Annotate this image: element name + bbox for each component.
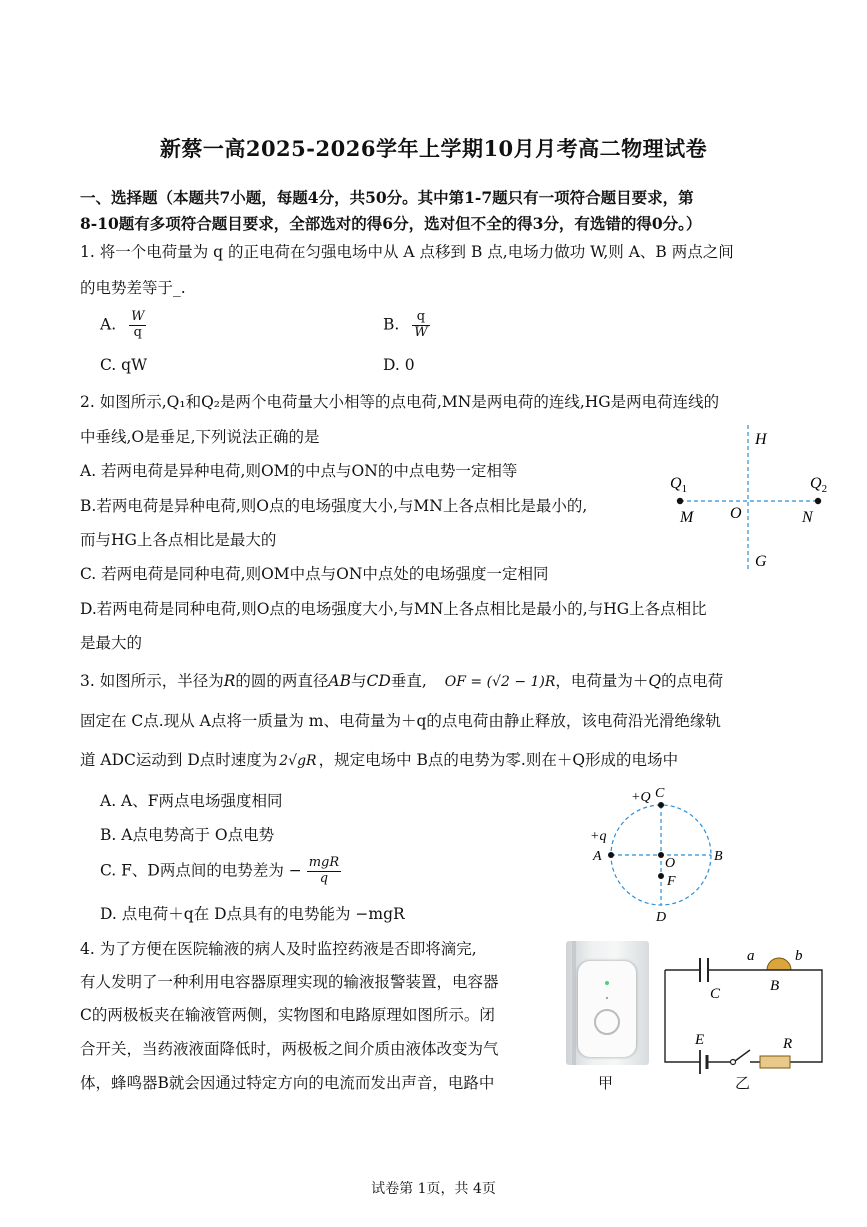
q1-option-d: D. 0 (383, 356, 415, 374)
q3-stem-line2: 固定在 C点.现从 A点将一质量为 m、电荷量为＋q的点电荷由静止释放，该电荷沿光滑绝缘轨 (80, 712, 721, 730)
q4-alarm-device (578, 961, 636, 1057)
q2-charge-q2 (815, 498, 821, 504)
q2-option-b-line2: 而与HG上各点相比是最大的 (80, 531, 277, 549)
q1-option-a (100, 310, 146, 341)
q2-option-b-line1: B.若两电荷是异种电荷,则O点的电场强度大小,与MN上各点相比是最小的, (80, 497, 588, 515)
q2-label-q2: $Q_2$ (810, 475, 828, 495)
q2-stem-line1: 2. 如图所示,Q₁和Q₂是两个电荷量大小相等的点电荷,MN是两电荷的连线,HG是两电荷连线的 (80, 393, 720, 411)
q2-label-o: O (730, 505, 742, 522)
q1-option-b-label: B. (383, 315, 400, 334)
q4-infusion-tube (572, 941, 576, 1065)
q4-buzzer-icon (767, 958, 791, 970)
q3-stem-line3 (80, 748, 678, 770)
q4-figure-yi-label: 乙 (735, 1074, 751, 1092)
q3-label-o: O (665, 856, 676, 871)
q4-label-e: E (695, 1032, 705, 1048)
q3-charge-q-symbol: Q (648, 672, 662, 690)
q2-option-c: C. 若两电荷是同种电荷,则OM中点与ON中点处的电场强度一定相同 (80, 565, 549, 583)
q4-speaker-icon (594, 1009, 620, 1035)
q1-option-a-fraction (129, 310, 146, 341)
q4-label-a: a (747, 948, 755, 964)
q4-resistor-icon (760, 1056, 790, 1068)
page-title: 新蔡一高2025-2026学年上学期10月月考高二物理试卷 (159, 136, 708, 161)
q3-option-c-text: C. F、D两点间的电势差为 − (100, 861, 302, 880)
q4-label-c: C (710, 986, 721, 1002)
q4-indicator-dot (606, 997, 608, 999)
q3-figure (585, 785, 735, 925)
q3-stem-line1-part3: 与 (351, 672, 367, 690)
q3-point-o (658, 852, 664, 858)
q3-label-f: F (667, 874, 676, 889)
q4-label-r: R (783, 1036, 793, 1052)
q3-label-b: B (714, 849, 723, 864)
q3-option-a: A. A、F两点电场强度相同 (100, 792, 283, 810)
q4-stem-line4: 合开关，当药液液面降低时，两极板之间介质由液体改变为气 (80, 1040, 499, 1058)
q2-figure (660, 420, 845, 580)
q3-label-d: D (656, 910, 667, 925)
q3-formula-of: OF = (√2 − 1)R (444, 674, 556, 690)
q3-option-b: B. A点电势高于 O点电势 (100, 826, 275, 844)
q3-stem-line1-part1: 3. 如图所示，半径为 (80, 672, 224, 690)
q3-option-d: D. 点电荷＋q在 D点具有的电势能为 −mgR (100, 905, 405, 923)
q2-label-h: H (755, 431, 767, 448)
q2-label-n: N (802, 509, 813, 526)
page-footer: 试卷第 1页，共 4页 (371, 1181, 496, 1197)
q3-stem-line3-part1: 道 ADC运动到 D点时速度为 (80, 751, 278, 769)
q4-stem-line3: C的两极板夹在输液管两侧，实物图和电路原理如图所示。闭 (80, 1006, 495, 1024)
q2-stem-line2: 中垂线,O是垂足,下列说法正确的是 (80, 428, 320, 446)
q4-circuit-diagram (655, 940, 835, 1080)
q4-label-b-upper: B (770, 978, 780, 994)
q3-label-c: C (655, 786, 665, 801)
section-instructions-line2: 8-10题有多项符合题目要求，全部选对的得6分，选对但不全的得3分，有选错的得0分。） (80, 214, 702, 233)
q3-option-c (100, 856, 341, 887)
q4-stem-line5: 体，蜂鸣器B就会因通过特定方向的电流而发出声音，电路中 (80, 1074, 495, 1092)
q4-indicator-light (605, 981, 609, 985)
q4-figure-jia-label: 甲 (598, 1074, 614, 1092)
q3-point-f (658, 873, 664, 879)
q3-stem-line3-part2: ，规定电场中 B点的电势为零.则在＋Q形成的电场中 (318, 751, 679, 769)
q3-label-plus-q-small: +q (590, 829, 607, 844)
q3-option-c-fraction (307, 856, 341, 887)
q3-stem-line1-part6: 的点电荷 (661, 672, 724, 690)
q1-stem-line1: 1. 将一个电荷量为 q 的正电荷在匀强电场中从 A 点移到 B 点,电场力做功 W,则 A、B 两点之间 (80, 243, 734, 261)
q2-option-d-line2: 是最大的 (80, 634, 143, 652)
q2-option-a: A. 若两电荷是异种电荷,则OM的中点与ON的中点电势一定相等 (80, 462, 518, 480)
q4-device-photo (566, 941, 649, 1065)
q2-option-d-line1: D.若两电荷是同种电荷,则O点的电场强度大小,与MN上各点相比是最小的,与HG上各点相比 (80, 600, 707, 618)
q1-option-b-fraction (412, 310, 429, 341)
q1-option-a-denominator: q (133, 324, 142, 340)
section-instructions-line1: 一、选择题（本题共7小题，每题4分，共50分。其中第1-7题只有一项符合题目要求，第 (80, 188, 694, 207)
q3-stem-line1-part2: 的圆的两直径 (235, 672, 329, 690)
q2-label-m: M (680, 509, 694, 526)
q3-diameter-cd: CD (366, 672, 391, 690)
q3-point-c (658, 802, 664, 808)
q4-switch-lever (735, 1050, 750, 1061)
q3-radius-symbol: R (223, 672, 236, 690)
q2-label-q1: $Q_1$ (670, 475, 688, 495)
q3-label-plus-q-big: +Q (631, 790, 651, 805)
q1-option-b-numerator: q (412, 310, 429, 326)
q3-point-a (608, 852, 614, 858)
q4-circuit-wires (665, 970, 822, 1062)
q4-label-b-lower: b (795, 948, 803, 964)
q3-speed-value: 2√gR (279, 753, 317, 769)
q1-stem-line2: 的电势差等于_. (80, 279, 186, 297)
q1-option-a-label: A. (100, 315, 117, 334)
q3-diameter-ab: AB (328, 672, 351, 690)
q3-label-a: A (593, 849, 602, 864)
q4-switch-contact-1 (731, 1060, 736, 1065)
q2-charge-q1 (677, 498, 683, 504)
q4-stem-line2: 有人发明了一种利用电容器原理实现的输液报警装置，电容器 (80, 973, 499, 991)
q3-stem-line1 (80, 669, 723, 691)
q2-label-g: G (755, 553, 767, 570)
q3-stem-line1-part4: 垂直, (390, 672, 427, 690)
q3-stem-line1-part5: ，电荷量为＋ (555, 672, 649, 690)
q3-option-c-denominator: q (319, 870, 329, 886)
q1-option-b-denominator: W (414, 324, 428, 340)
q1-option-b (383, 310, 430, 341)
q4-stem-line1: 4. 为了方便在医院输液的病人及时监控药液是否即将滴完, (80, 940, 477, 958)
q3-option-c-numerator: mgR (308, 855, 340, 870)
q1-option-a-numerator: W (131, 309, 145, 324)
q1-option-c: C. qW (100, 356, 148, 374)
